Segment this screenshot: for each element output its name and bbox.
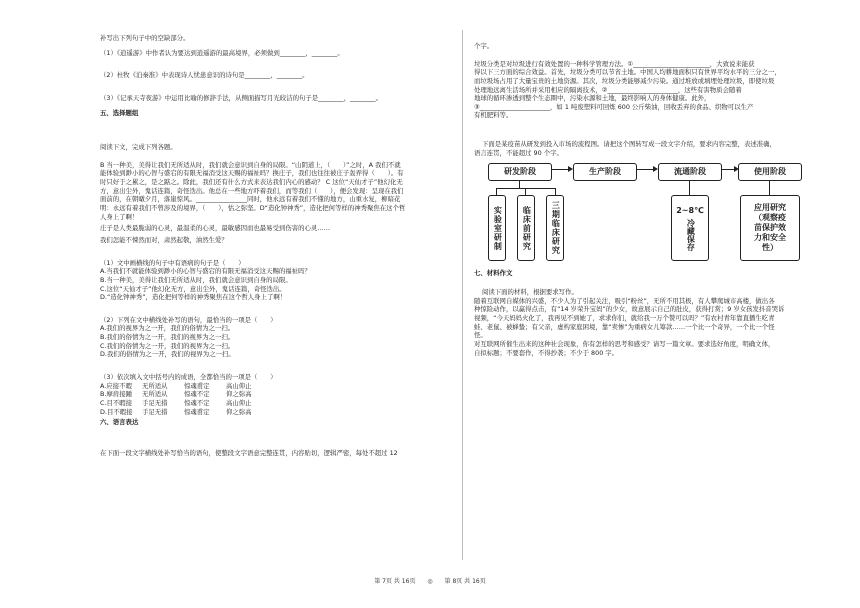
paragraph-line: ③______________________，如 1 吨废塑料可回炼 600 公斤柴油，回收丢弃的食品、织物可以生产 [474,102,754,111]
passage-line: 明：永远有着我们不曾涉及的境界，（ ），怙之弥坚。D“造化钟神秀”，造化把何等样的神秀聚焦在这个哲 [100,204,406,213]
essay-line: 对互联网所催生出来的这种社会现象，你有怎样的思考和感受？请写一篇文章。要求选好角度，明确文体， [474,339,775,348]
usage-line: 性） [762,243,778,253]
connector [769,180,770,195]
option[interactable]: C.这位“天仙才子”他幻化无方，意出尘外，鬼话连篇，奇怪迭出。 [100,284,286,293]
fill-intro: 补写出下列句子中的空缺部分。 [100,34,190,42]
option[interactable]: A.应接不暇 无所适从 惊魂甫定 高山仰止 [100,381,252,390]
left-column [100,34,454,458]
page-footer [0,578,860,586]
flow-arrow [551,169,569,170]
paragraph-line: 处理地远离生活场所并采用相应的隔离技术，②______________________，这些有害物质会随着 [474,85,742,94]
flow-storage-box [671,195,709,261]
option[interactable]: B.摩肩接踵 无所适从 惊魂不定 仰之弥高 [100,390,252,399]
flow-arrow [721,169,735,170]
essay-line: 随着互联网自媒体的兴盛，不少人为了引起关注，吸引“粉丝”，无所不用其极，有人攀爬城市高楼，做出各 [474,296,775,305]
section-5-heading: 五、选择题组 [100,108,139,117]
connector [525,188,526,195]
passage [100,161,454,221]
question-2: （2）下列在文中横线处补写的语句，最恰当的一项是（ ） [100,315,277,324]
usage-line: 应用研究 [754,203,786,213]
passage-line: 方，意出尘外，鬼话连篇，奇怪迭出。他总在一些地方吓着我们，而等我们（ ），便会发现：呈现在我们 [100,186,404,195]
flow-stage-production: 生产阶段 [573,163,637,181]
option[interactable]: A.当我们不就能体验到渺小的心智与盛宕的有限无福消受这天赐的福祉吗？ [100,267,311,276]
left-page-number: 第 7页 共 16页 [374,578,416,585]
option[interactable]: D.我们的俗情为之一开，我们的视界为之一扫。 [100,350,235,359]
fill-question-1: （1）《逍遥游》中作者认为要达到逍遥游的最高境界，必须做到________，________。 [100,48,344,57]
passage-line: 时只好于之累之，是之踮之。除此，我们还有什么方式来表达我们内心的感动？ C 这位“天仙才子”他幻化无 [100,178,403,187]
essay-line: 种惊险动作，以赢得点击，有“14 岁荣升宝妈”的少女，故意展示自己的肚皮，获得打赏；9 岁女孩发抖音哭诉 [474,305,785,314]
passage-line: 庄子是人类最脆弱的心灵，最温柔的心灵，最敏感因而也最易受到伤害的心灵…… [100,224,331,233]
usage-line: 力和安全 [754,233,786,243]
option[interactable]: D.“造化钟神秀”，造化把何等样的神秀聚焦在这个哲人身上了啊！ [100,293,287,302]
flow-stage-research: 研发阶段 [488,163,552,181]
reading-intro: 阅读下文，完成下列各题。 [100,143,177,152]
garbage-paragraph [474,60,834,120]
paragraph-line: 而垃圾场占用了大量宝贵的土地资源。其次，垃圾分类能够减少污染。通过堆放或填埋处理垃圾，即使垃圾 [474,76,775,85]
passage-line: B 当一种美，美得让我们无所适从时，我们就会意识到自身的局限。“山阴道上，（ ）”之时，A 我们不就 [100,160,401,169]
option[interactable]: C.我们的俗情为之一开，我们的视界为之一扫。 [100,341,235,350]
connector [689,180,690,195]
flow-arrow [636,169,654,170]
column-divider [462,30,463,560]
essay-intro: 阅读下面的材料，根据要求写作。 [482,288,578,297]
essay-line: 自拟标题；不要套作，不得抄袭；不少于 800 字。 [474,348,619,357]
usage-line: （观察疫 [754,213,786,223]
flow-sub-preclinical: 临床前研究 [517,195,535,261]
separator-icon: ◎ [427,578,433,585]
storage-label: 冷藏保存 [686,219,696,252]
essay-material [474,297,834,357]
essay-line: 怪。 [474,331,487,340]
question-3: （3）依次填入文中括号内的成语，全都恰当的一项是（ ） [100,373,277,382]
right-page-number: 第 8页 共 16页 [444,578,486,585]
question-1: （1）文中画横线的句子中有语病的句子是（ ） [100,258,245,267]
vaccine-question: 下面是某疫苗从研发到投入市场的流程图。请把这个图转写成一段文字介绍，要求内容完整，表述准确， [482,140,776,149]
passage-line: 我们怎能不悚然而对，肃然起敬，油然生爱？ [100,235,228,244]
usage-line: 苗保护效 [754,223,786,233]
section-6-heading: 六、语言表达 [100,418,139,427]
passage-line: 人身上了啊！ [100,212,139,221]
paragraph-line: 地球的循环渗透到整个生态圈中，污染水源和土地，最终影响人的身体健康。此外， [474,94,711,103]
continued-text: 个字。 [474,42,494,50]
flow-sub-clinical: 三期临床研究 [546,195,564,261]
option[interactable]: B.当一种美，美得让我们无所适从时，我们就会意识到自身的局限。 [100,275,292,284]
essay-line: 视频，“今天妈妈火化了，我再见不到她了，求求你们，就给我一万个赞可以吗？”有农村青年靠直播生吃青 [474,313,775,322]
fill-question-3: （3）《记承天寺夜游》中运用比喻的修辞手法，从侧面描写月光皎洁的句子是________，________。 [100,93,383,102]
option[interactable]: D.目不暇接 手足无措 惊魂甫定 仰之弥高 [100,407,252,416]
flow-stage-circulation: 流通阶段 [658,163,722,181]
language-question: 在下面一段文字横线处补写恰当的语句，使整段文字语意完整连贯，内容贴切，逻辑严密，每处不超过 12 [100,448,398,457]
vaccine-question: 语言连贯，不能超过 90 个字。 [474,148,563,157]
option[interactable]: A.我们的视界为之一开，我们的俗情为之一扫。 [100,324,235,333]
passage-line: 能体验到渺小的心智与盛宕的有限无福消受这天赐的福祉吗？换庄子，我们也往往被庄子轰弄得（ ）。有 [100,169,404,178]
passage-line: 面前的，在朝暾夕月，落崖惊风。________________同时，他永远有着我们不懂的地方，山重水复，柳暗花 [100,195,401,204]
right-column [474,34,834,357]
connector [519,180,520,188]
paragraph-line: 有机肥料等。 [474,111,513,120]
fill-question-2: （2）杜牧《泊秦淮》中表现诗人忧患意识的诗句是________，________。 [100,71,309,80]
option[interactable]: C.目不暇接 手足无措 惊魂不定 高山仰止 [100,398,252,407]
paragraph-line: 得以下三方面的综合效益。首先，垃圾分类可以节省土地。中国人均耕地面积只有世界平均水平的三分之一， [474,68,781,77]
flow-sub-lab: 实验室研制 [488,195,506,261]
section-7-heading: 七、材料作文 [474,269,513,278]
flow-usage-box [740,195,800,261]
storage-temp: 2~8℃ [676,205,704,215]
essay-line: 蛙、老鼠、被蜂蛰；有父亲，虚构家庭困境，靠“卖惨”为重病女儿筹款……一个比一个奇异，一个比一个怪 [474,322,775,331]
option[interactable]: B.我们的俗情为之一开，我们的视界为之一扫。 [100,333,235,342]
paragraph-line: 垃圾分类是对垃圾进行有效处置的一种科学管理方法。①________________________，大致说来能获 [474,59,755,68]
flow-stage-usage: 使用阶段 [738,163,802,181]
vaccine-flowchart [478,163,786,263]
